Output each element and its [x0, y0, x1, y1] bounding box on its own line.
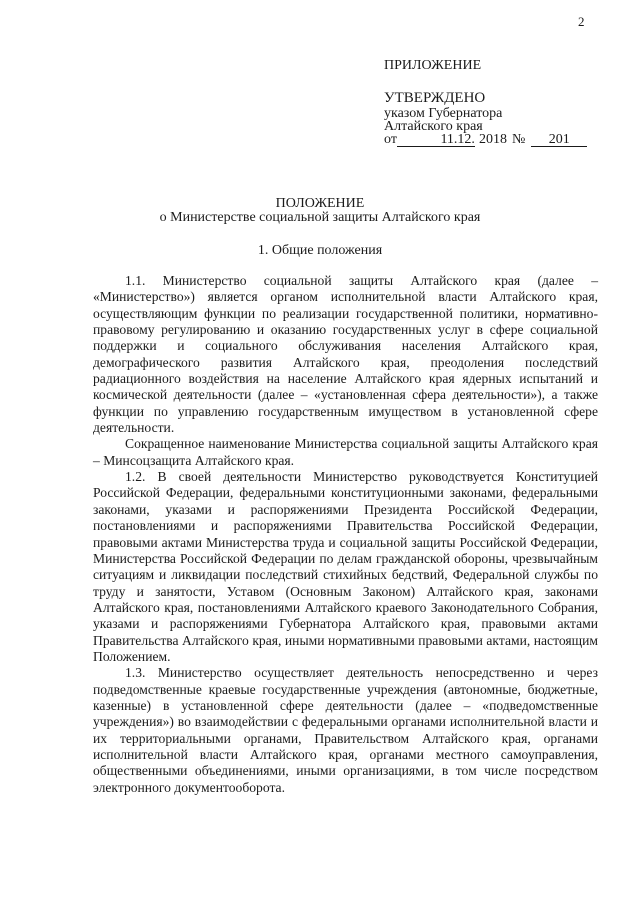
decree-line-2: Алтайского края: [384, 119, 483, 134]
paragraph-1-3: 1.3. Министерство осуществляет деятельность непосредственно и через подведомственные краевые государственные учреждения (автономные, бюджетные, казенные) в установленной сфере деятельности (далее – «подведомственные учреждения») во взаимодействии с федеральными органами исполнительной власти и их территориальными органами, Правительством Алтайского края, органами исполнительной власти Алтайского края, органами местного самоуправления, общественными объединениями, иными организациями, в том числе посредством электронного документооборота.: [93, 665, 598, 795]
decree-date: 11.12.: [397, 134, 475, 147]
decree-year: 2018: [478, 132, 507, 147]
section-title: 1. Общие положения: [257, 243, 383, 258]
appendix-label: ПРИЛОЖЕНИЕ: [384, 58, 482, 73]
from-label: от: [384, 132, 397, 147]
document-title: ПОЛОЖЕНИЕ: [275, 196, 365, 211]
approved-label: УТВЕРЖДЕНО: [384, 90, 486, 106]
document-subtitle: о Министерстве социальной защиты Алтайского края: [159, 210, 481, 225]
paragraph-short-name: Сокращенное наименование Министерства социальной защиты Алтайского края – Минсоцзащита Алтайского края.: [93, 436, 598, 468]
paragraph-1-1: 1.1. Министерство социальной защиты Алтайского края (далее – «Министерство») является органом исполнительной власти Алтайского края, осуществляющим функции по реализации государственной политики, нормативно-правовому регулированию и оказанию государственных услуг в сфере социальной поддержки и социального обслуживания населения Алтайского края, демографического развития Алтайского края, преодоления последствий радиационного воздействия на население Алтайского края ядерных испытаний и космической деятельности (далее – «установленная сфера деятельности»), а также функции по управлению государственным имуществом в установленной сфере деятельности.: [93, 273, 598, 436]
document-body: [93, 273, 598, 796]
page-number: 2: [578, 14, 585, 29]
decree-number: 201: [531, 134, 587, 147]
decree-line-1: указом Губернатора: [384, 106, 503, 121]
number-sign: №: [511, 132, 526, 147]
decree-date-line: [384, 133, 624, 147]
paragraph-1-2: 1.2. В своей деятельности Министерство руководствуется Конституцией Российской Федерации, федеральными конституционными законами, федеральными законами, указами и распоряжениями Президента Российской Федерации, постановлениями и распоряжениями Правительства Российской Федерации, правовыми актами Министерства труда и социальной защиты Российской Федерации, Министерства Российской Федерации по делам гражданской обороны, чрезвычайным ситуациям и ликвидации последствий стихийных бедствий, Федеральной службы по труду и занятости, Уставом (Основным Законом) Алтайского края, законами Алтайского края, постановлениями Алтайского краевого Законодательного Собрания, указами и распоряжениями Губернатора Алтайского края, правовыми актами Правительства Алтайского края, иными нормативными правовыми актами, настоящим Положением.: [93, 469, 598, 664]
approval-stamp: [384, 90, 624, 147]
